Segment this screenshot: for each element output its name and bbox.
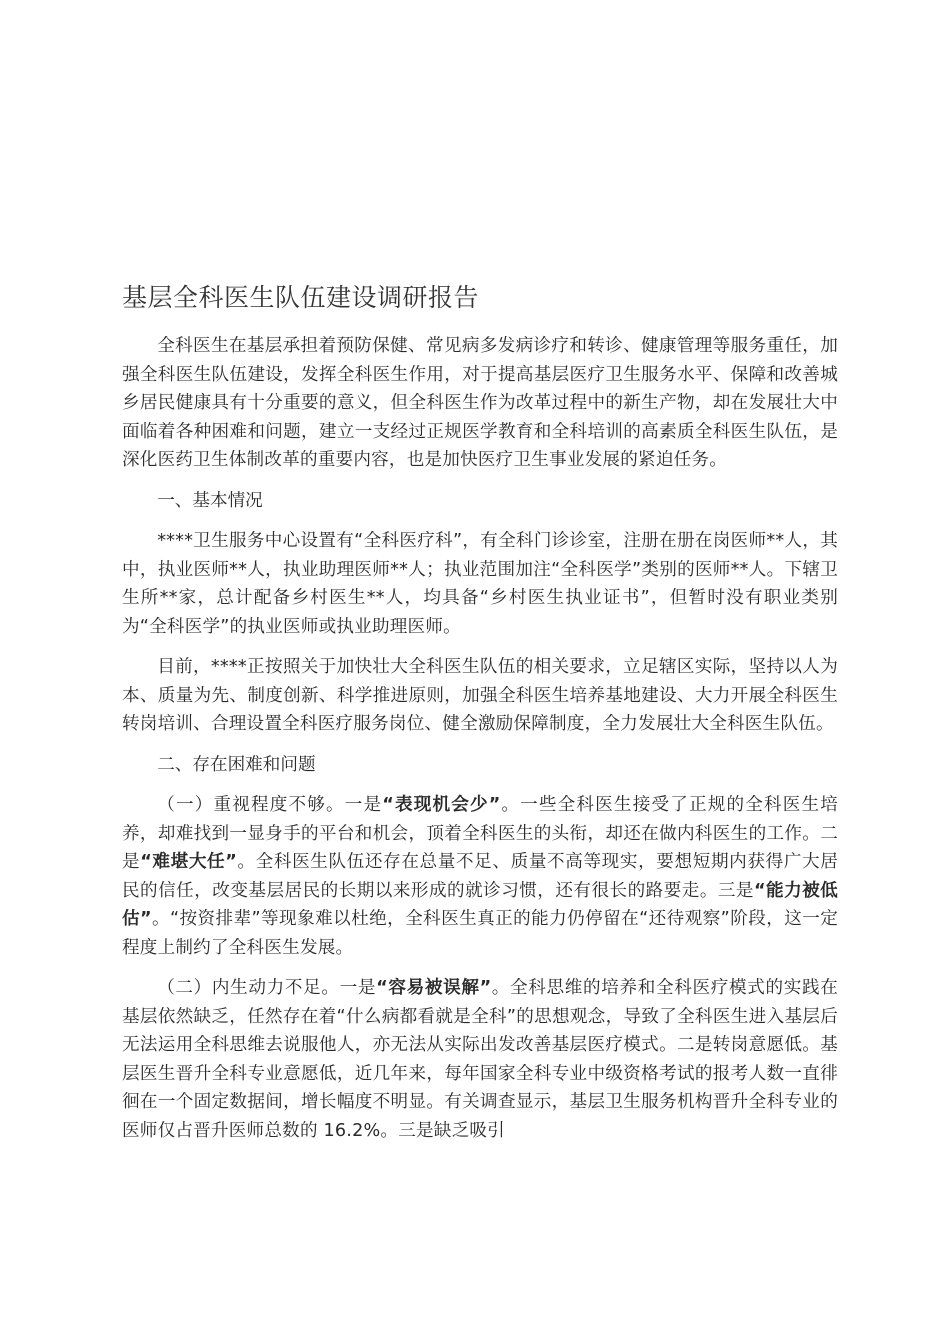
document-title: 基层全科医生队伍建设调研报告 bbox=[122, 283, 480, 312]
intro-paragraph: 全科医生在基层承担着预防保健、常见病多发病诊疗和转诊、健康管理等服务重任，加强全科医生队伍建设，发挥全科医生作用，对于提高基层医疗卫生服务水平、保障和改善城乡居民健康具有十分重要的意义，但全科医生作为改革过程中的新生产物，却在发展壮大中面临着各种困难和问题，建立一支经过正规医学教育和全科培训的高素质全科医生队伍，是深化医药卫生体制改革的重要内容，也是加快医疗卫生事业发展的紧迫任务。 bbox=[122, 336, 838, 470]
bold-phrase: “容易被误解” bbox=[376, 978, 492, 998]
text-run: 。全科医生队伍还存在总量不足、质量不高等现实，要想短期内获得广大居民的信任，改变基层居民的长期以来形成的就诊习惯，还有很长的路要走。三是 bbox=[122, 852, 839, 901]
problems-paragraph-1 bbox=[122, 791, 838, 962]
bold-phrase: “能力被低估” bbox=[122, 880, 838, 929]
basic-situation-paragraph-2: 目前，****正按照关于加快壮大全科医生队伍的相关要求，立足辖区实际，坚持以人为本、质量为先、制度创新、科学推进原则，加强全科医生培养基地建设、大力开展全科医生转岗培训、合理设置全科医疗服务岗位、健全激励保障制度，全力发展壮大全科医生队伍。 bbox=[122, 657, 838, 734]
text-run: （二）内生动力不足。一是 bbox=[157, 978, 377, 998]
bold-phrase: “难堪大任” bbox=[140, 852, 238, 872]
text-run: （一）重视程度不够。一是 bbox=[157, 795, 383, 815]
section-heading-problems: 二、存在困难和问题 bbox=[157, 754, 316, 775]
document-page bbox=[122, 280, 838, 1157]
text-run: 。全科思维的培养和全科医疗模式的实践在基层依然缺乏，任然存在着“什么病都看就是全科”的思想观念，导致了全科医生进入基层后无法运用全科思维去说服他人，亦无法从实际出发改善基层医疗模式。二是转岗意愿低。基层医生晋升全科专业意愿低，近几年来，每年国家全科专业中级资格考试的报考人数一直徘徊在一个固定数据间，增长幅度不明显。有关调查显示，基层卫生服务机构晋升全科专业的医师仅占晋升医师总数的 16.2%。三是缺乏吸引 bbox=[122, 978, 838, 1141]
problems-paragraph-2 bbox=[122, 974, 838, 1145]
text-run: 。一些全科医生接受了正规的全科医生培养，却难找到一显身手的平台和机会，顶着全科医生的头衔，却还在做内科医生的工作。二是 bbox=[122, 795, 839, 872]
bold-phrase: “表现机会少” bbox=[382, 795, 501, 815]
section-heading-basic-situation: 一、基本情况 bbox=[157, 490, 263, 511]
text-run: 。“按资排辈”等现象难以杜绝，全科医生真正的能力仍停留在“还待观察”阶段，这一定程度上制约了全科医生发展。 bbox=[122, 909, 839, 958]
basic-situation-paragraph-1: ****卫生服务中心设置有“全科医疗科”，有全科门诊诊室，注册在册在岗医师**人，其中，执业医师**人，执业助理医师**人；执业范围加注“全科医学”类别的医师**人。下辖卫生所**家，总计配备乡村医生**人，均具备“乡村医生执业证书”，但暂时没有职业类别为“全科医学”的执业医师或执业助理医师。 bbox=[122, 531, 838, 637]
